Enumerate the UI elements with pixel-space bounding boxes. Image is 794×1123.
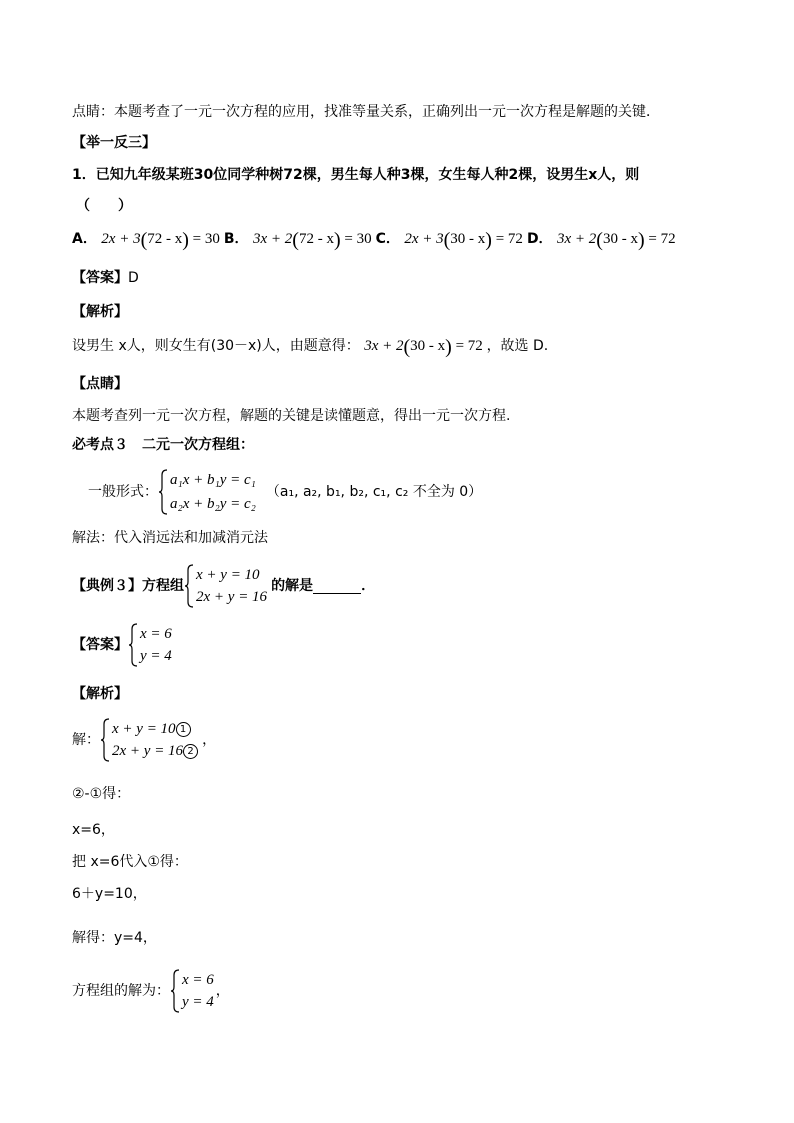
question-1-paren: （ ） xyxy=(76,198,132,214)
option-eq-right: = 72 xyxy=(491,231,523,247)
solution-comma: ， xyxy=(202,732,217,748)
example-eq-2: 2x + y = 16 xyxy=(196,589,268,605)
brace-icon xyxy=(170,969,180,1013)
example-3-answer xyxy=(72,622,172,668)
option-equation: 3x + 2(30 - x) = 72 xyxy=(557,228,676,251)
final-solution xyxy=(72,968,230,1014)
option-eq-inner: 72 - x xyxy=(147,231,183,247)
final-comma: ， xyxy=(215,983,230,999)
option-eq-right: = 30 xyxy=(188,231,220,247)
analysis-eq-right: = 72 xyxy=(451,338,483,354)
question-1-text xyxy=(72,165,639,185)
solution-eq-1: x + y = 10 1 xyxy=(112,719,198,739)
solution-system-line xyxy=(72,717,216,763)
question-1-options xyxy=(72,229,680,250)
example-3-label: 【典例３】方程组 xyxy=(72,578,184,594)
final-eq-2: y = 4 xyxy=(182,994,214,1010)
answer-value: D xyxy=(128,270,139,286)
option-label: D． xyxy=(526,231,553,247)
kp3-title: 必考点３ 二元一次方程组： xyxy=(72,437,254,453)
option-a[interactable] xyxy=(72,228,220,251)
option-equation: 3x + 2(72 - x) = 30 xyxy=(253,228,372,251)
option-equation: 2x + 3(30 - x) = 72 xyxy=(404,228,523,251)
example-3-system xyxy=(184,564,267,608)
circled-two-icon: 2 xyxy=(183,744,198,759)
final-eq-1: x = 6 xyxy=(182,972,214,988)
analysis-eq-inner: 30 - x xyxy=(410,338,446,354)
general-form-label: 一般形式： xyxy=(88,484,158,500)
pointing-line: 点睛：本题考查了一元一次方程的应用，找准等量关系，正确列出一元一次方程是解题的关键． xyxy=(72,104,660,120)
analysis-text-a: 设男生 x人，则女生有(30－x)人，由题意得： xyxy=(72,338,360,354)
option-eq-right: = 30 xyxy=(340,231,372,247)
brace-icon xyxy=(184,564,194,608)
general-form xyxy=(88,468,482,516)
general-system xyxy=(158,469,256,515)
example-3-end: ． xyxy=(361,578,376,594)
analysis-text-b: ，故选 D. xyxy=(486,338,549,354)
option-eq-left: 2x + 3 xyxy=(101,231,141,247)
option-eq-left: 3x + 2 xyxy=(557,231,597,247)
option-equation: 2x + 3(72 - x) = 30 xyxy=(101,228,220,251)
circled-one-icon: 1 xyxy=(176,722,191,737)
option-c[interactable] xyxy=(375,228,523,251)
option-label: B． xyxy=(223,231,249,247)
option-eq-left: 2x + 3 xyxy=(404,231,444,247)
answer-blank xyxy=(313,579,361,594)
option-label: A． xyxy=(72,231,97,247)
example-eq-1: x + y = 10 xyxy=(196,567,260,583)
option-eq-right: = 72 xyxy=(644,231,676,247)
option-eq-inner: 72 - x xyxy=(298,231,334,247)
general-condition: （a₁, a₂, b₁, b₂, c₁, c₂ 不全为 0） xyxy=(265,484,483,500)
solution-label: 解： xyxy=(72,732,100,748)
example-3 xyxy=(72,563,375,609)
example-3-analysis-label: 【解析】 xyxy=(72,686,128,702)
answer-label: 【答案】 xyxy=(72,270,128,286)
pointing-label: 【点睛】 xyxy=(72,376,128,392)
method-line: 解法：代入消远法和加减消元法 xyxy=(72,530,268,546)
example-3-suffix: 的解是 xyxy=(271,578,314,594)
analysis-eq-left: 3x + 2 xyxy=(364,338,404,354)
step-5: 解得：y=4， xyxy=(72,930,157,946)
question-number: 1． xyxy=(72,167,96,183)
example-3-answer-label: 【答案】 xyxy=(72,637,128,653)
section-title: 【举一反三】 xyxy=(72,135,156,151)
analysis-label: 【解析】 xyxy=(72,304,128,320)
example-3-answer-system xyxy=(128,623,172,667)
brace-icon xyxy=(128,623,138,667)
option-eq-inner: 30 - x xyxy=(602,231,638,247)
analysis-equation: 3x + 2(30 - x) = 72 xyxy=(364,335,483,358)
answer-eq-1: x = 6 xyxy=(140,626,172,642)
option-b[interactable] xyxy=(223,228,372,251)
brace-icon xyxy=(158,469,168,515)
final-label: 方程组的解为： xyxy=(72,983,170,999)
general-eq-1: a₁x + b₁y = c₁ xyxy=(170,472,256,488)
question-body: 已知九年级某班30位同学种树72棵，男生每人种3棵，女生每人种2棵，设男生x人，则 xyxy=(95,167,640,183)
solution-system xyxy=(100,718,198,762)
step-2: x=6， xyxy=(72,822,115,838)
general-eq-2: a₂x + b₂y = c₂ xyxy=(170,496,256,512)
brace-icon xyxy=(100,718,110,762)
answer-eq-2: y = 4 xyxy=(140,648,172,664)
step-1: ②-①得： xyxy=(72,786,131,802)
answer-line xyxy=(72,268,139,288)
pointing-text: 本题考查列一元一次方程，解题的关键是读懂题意，得出一元一次方程. xyxy=(72,408,511,424)
final-system xyxy=(170,969,214,1013)
option-eq-inner: 30 - x xyxy=(450,231,486,247)
step-4: 6＋y=10， xyxy=(72,886,147,902)
step-3: 把 x=6代入①得： xyxy=(72,854,188,870)
option-d[interactable] xyxy=(526,228,676,251)
option-label: C． xyxy=(375,231,400,247)
option-eq-left: 3x + 2 xyxy=(253,231,293,247)
analysis-text xyxy=(72,336,548,357)
solution-eq-2: 2x + y = 16 2 xyxy=(112,741,198,761)
